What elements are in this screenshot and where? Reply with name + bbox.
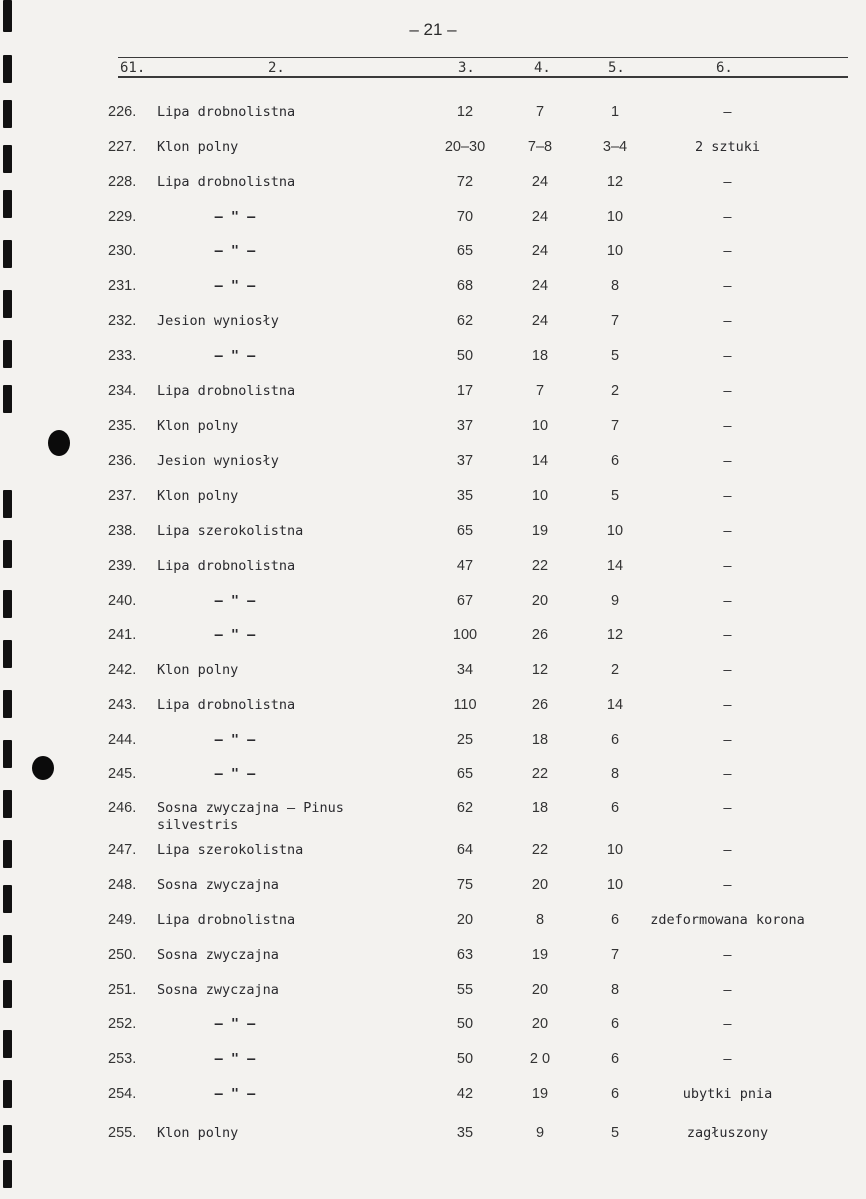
- row-number: 244.: [108, 732, 137, 748]
- column-3-value: 75: [456, 877, 474, 893]
- column-5-value: 7: [610, 418, 620, 434]
- column-5-value: 8: [610, 982, 620, 998]
- species-name: – " –: [214, 1051, 256, 1067]
- row-number: 252.: [108, 1016, 137, 1032]
- species-name: Jesion wyniosły: [157, 453, 279, 469]
- column-3-value: 50: [456, 348, 474, 364]
- row-number: 229.: [108, 209, 137, 225]
- binder-mark: [3, 340, 12, 368]
- binder-mark: [3, 240, 12, 268]
- column-5-value: 8: [610, 278, 620, 294]
- column-5-value: 8: [610, 766, 620, 782]
- column-3-value: 68: [456, 278, 474, 294]
- column-3-value: 65: [456, 766, 474, 782]
- column-3-value: 20–30: [444, 139, 486, 155]
- species-name: Sosna zwyczajna: [157, 947, 279, 963]
- column-4-value: 24: [531, 209, 549, 225]
- species-name: – " –: [214, 732, 256, 748]
- column-5-value: 3–4: [602, 139, 628, 155]
- species-name: Klon polny: [157, 488, 239, 504]
- row-number: 238.: [108, 523, 137, 539]
- column-5-value: 9: [610, 593, 620, 609]
- binder-mark: [3, 385, 12, 413]
- column-5-value: 6: [610, 912, 620, 928]
- column-3-value: 65: [456, 523, 474, 539]
- remarks: –: [723, 842, 732, 858]
- species-name: Lipa drobnolistna: [157, 912, 296, 928]
- remarks: –: [723, 418, 732, 434]
- remarks: zagłuszony: [686, 1125, 769, 1141]
- column-4-value: 19: [531, 947, 549, 963]
- column-5-value: 12: [606, 627, 624, 643]
- column-5-value: 10: [606, 523, 624, 539]
- species-name: Lipa drobnolistna: [157, 697, 296, 713]
- column-5-value: 14: [606, 558, 624, 574]
- remarks: –: [723, 627, 732, 643]
- species-name: Sosna zwyczajna: [157, 877, 279, 893]
- column-4-value: 20: [531, 877, 549, 893]
- binder-mark: [3, 490, 12, 518]
- header-rule-top: [118, 57, 848, 58]
- row-number: 243.: [108, 697, 137, 713]
- column-5-value: 10: [606, 842, 624, 858]
- row-number: 249.: [108, 912, 137, 928]
- row-number: 236.: [108, 453, 137, 469]
- column-3-value: 70: [456, 209, 474, 225]
- species-name: Lipa szerokolistna: [157, 523, 304, 539]
- binder-mark: [3, 1080, 12, 1108]
- column-3-value: 34: [456, 662, 474, 678]
- punch-hole: [32, 756, 54, 780]
- column-5-value: 6: [610, 1051, 620, 1067]
- remarks: –: [723, 313, 732, 329]
- column-5-value: 6: [610, 1016, 620, 1032]
- column-5-value: 6: [610, 732, 620, 748]
- column-5-value: 10: [606, 877, 624, 893]
- species-name: – " –: [214, 627, 256, 643]
- column-4-value: 26: [531, 697, 549, 713]
- column-4-value: 20: [531, 982, 549, 998]
- column-4-value: 20: [531, 1016, 549, 1032]
- remarks: –: [723, 488, 732, 504]
- binder-mark: [3, 290, 12, 318]
- column-3-value: 20: [456, 912, 474, 928]
- species-name: – " –: [214, 243, 256, 259]
- species-name: Klon polny: [157, 139, 239, 155]
- remarks: ubytki pnia: [682, 1086, 773, 1102]
- species-name: – " –: [214, 766, 256, 782]
- species-name: Lipa szerokolistna: [157, 842, 304, 858]
- column-4-value: 22: [531, 558, 549, 574]
- binder-mark: [3, 540, 12, 568]
- row-number: 241.: [108, 627, 137, 643]
- species-name: Lipa drobnolistna: [157, 174, 296, 190]
- binder-mark: [3, 1125, 12, 1153]
- column-3-value: 100: [452, 627, 478, 643]
- column-4-value: 20: [531, 593, 549, 609]
- column-4-value: 9: [535, 1125, 545, 1141]
- column-header-3: 3.: [458, 60, 475, 76]
- remarks: –: [723, 174, 732, 190]
- binder-mark: [3, 100, 12, 128]
- species-name: Lipa drobnolistna: [157, 558, 296, 574]
- row-number: 240.: [108, 593, 137, 609]
- species-name: Jesion wyniosły: [157, 313, 279, 329]
- row-number: 239.: [108, 558, 137, 574]
- binder-mark: [3, 145, 12, 173]
- binder-mark: [3, 640, 12, 668]
- species-name: Lipa drobnolistna: [157, 104, 296, 120]
- binder-mark: [3, 935, 12, 963]
- column-3-value: 64: [456, 842, 474, 858]
- remarks: –: [723, 1016, 732, 1032]
- column-4-value: 8: [535, 912, 545, 928]
- column-3-value: 35: [456, 488, 474, 504]
- column-4-value: 22: [531, 842, 549, 858]
- column-3-value: 110: [453, 697, 477, 713]
- remarks: –: [723, 800, 732, 816]
- binder-mark: [3, 1160, 12, 1188]
- column-3-value: 12: [456, 104, 474, 120]
- column-4-value: 12: [531, 662, 549, 678]
- column-5-value: 7: [610, 947, 620, 963]
- species-name: Sosna zwyczajna: [157, 982, 279, 998]
- remarks: zdeformowana korona: [650, 912, 805, 928]
- row-number: 228.: [108, 174, 137, 190]
- column-3-value: 50: [456, 1016, 474, 1032]
- column-4-value: 10: [531, 418, 549, 434]
- column-header-2: 2.: [268, 60, 285, 76]
- binder-mark: [3, 690, 12, 718]
- column-5-value: 7: [610, 313, 620, 329]
- column-5-value: 1: [610, 104, 620, 120]
- row-number: 253.: [108, 1051, 137, 1067]
- remarks: –: [723, 697, 732, 713]
- column-header-4: 4.: [534, 60, 551, 76]
- column-5-value: 5: [610, 348, 620, 364]
- page-number: – 21 –: [409, 20, 457, 39]
- remarks: –: [723, 523, 732, 539]
- binder-mark: [3, 1030, 12, 1058]
- column-4-value: 18: [531, 348, 549, 364]
- column-3-value: 65: [456, 243, 474, 259]
- column-5-value: 5: [610, 488, 620, 504]
- binder-mark: [3, 55, 12, 83]
- column-3-value: 47: [456, 558, 474, 574]
- row-number: 245.: [108, 766, 137, 782]
- remarks: –: [723, 243, 732, 259]
- binder-mark: [3, 740, 12, 768]
- column-header-1: 61.: [120, 60, 146, 76]
- column-5-value: 2: [610, 662, 620, 678]
- row-number: 226.: [108, 104, 137, 120]
- binder-mark: [3, 790, 12, 818]
- remarks: –: [723, 877, 732, 893]
- column-4-value: 24: [531, 313, 549, 329]
- remarks: –: [723, 732, 732, 748]
- remarks: –: [723, 1051, 732, 1067]
- column-5-value: 6: [610, 800, 620, 816]
- column-3-value: 37: [456, 418, 474, 434]
- column-4-value: 18: [531, 732, 549, 748]
- column-3-value: 62: [456, 313, 474, 329]
- binder-mark: [3, 840, 12, 868]
- species-name: Klon polny: [157, 1125, 239, 1141]
- column-3-value: 42: [456, 1086, 474, 1102]
- species-name: Klon polny: [157, 418, 239, 434]
- remarks: –: [723, 766, 732, 782]
- column-header-6: 6.: [716, 60, 733, 76]
- column-5-value: 10: [606, 243, 624, 259]
- row-number: 251.: [108, 982, 137, 998]
- column-3-value: 67: [456, 593, 474, 609]
- row-number: 250.: [108, 947, 137, 963]
- remarks: –: [723, 947, 732, 963]
- column-4-value: 7–8: [527, 139, 553, 155]
- column-3-value: 35: [456, 1125, 474, 1141]
- column-4-value: 24: [531, 278, 549, 294]
- remarks: –: [723, 453, 732, 469]
- column-4-value: 2 0: [529, 1051, 551, 1067]
- species-name: – " –: [214, 209, 256, 225]
- column-5-value: 6: [610, 453, 620, 469]
- row-number: 242.: [108, 662, 137, 678]
- column-4-value: 24: [531, 243, 549, 259]
- remarks: –: [723, 558, 732, 574]
- binder-mark: [3, 190, 12, 218]
- species-name: Sosna zwyczajna – Pinus silvestris: [157, 800, 344, 833]
- column-4-value: 18: [531, 800, 549, 816]
- remarks: –: [723, 209, 732, 225]
- column-3-value: 17: [456, 383, 474, 399]
- row-number: 247.: [108, 842, 137, 858]
- column-3-value: 63: [456, 947, 474, 963]
- column-4-value: 19: [531, 523, 549, 539]
- remarks: –: [723, 383, 732, 399]
- remarks: –: [723, 593, 732, 609]
- column-3-value: 37: [456, 453, 474, 469]
- column-4-value: 14: [531, 453, 549, 469]
- column-3-value: 62: [456, 800, 474, 816]
- column-4-value: 7: [535, 383, 545, 399]
- binder-mark: [3, 590, 12, 618]
- remarks: –: [723, 662, 732, 678]
- row-number: 233.: [108, 348, 137, 364]
- row-number: 246.: [108, 800, 137, 816]
- punch-hole: [48, 430, 70, 456]
- column-5-value: 12: [606, 174, 624, 190]
- column-3-value: 25: [456, 732, 474, 748]
- remarks: 2 sztuki: [694, 139, 761, 155]
- row-number: 254.: [108, 1086, 137, 1102]
- column-4-value: 19: [531, 1086, 549, 1102]
- row-number: 230.: [108, 243, 137, 259]
- species-name: Klon polny: [157, 662, 239, 678]
- species-name: – " –: [214, 1086, 256, 1102]
- row-number: 237.: [108, 488, 137, 504]
- column-4-value: 24: [531, 174, 549, 190]
- remarks: –: [723, 278, 732, 294]
- column-4-value: 26: [531, 627, 549, 643]
- remarks: –: [723, 104, 732, 120]
- row-number: 255.: [108, 1125, 137, 1141]
- column-5-value: 5: [610, 1125, 620, 1141]
- row-number: 231.: [108, 278, 137, 294]
- species-name: – " –: [214, 593, 256, 609]
- species-name: Lipa drobnolistna: [157, 383, 296, 399]
- row-number: 235.: [108, 418, 137, 434]
- species-name: – " –: [214, 348, 256, 364]
- species-name: – " –: [214, 1016, 256, 1032]
- row-number: 232.: [108, 313, 137, 329]
- column-3-value: 55: [456, 982, 474, 998]
- species-name: – " –: [214, 278, 256, 294]
- binder-mark: [3, 885, 12, 913]
- column-5-value: 10: [606, 209, 624, 225]
- column-5-value: 6: [610, 1086, 620, 1102]
- column-5-value: 14: [606, 697, 624, 713]
- row-number: 227.: [108, 139, 137, 155]
- header-rule-bottom: [118, 76, 848, 78]
- binder-mark: [3, 980, 12, 1008]
- column-5-value: 2: [610, 383, 620, 399]
- column-header-5: 5.: [608, 60, 625, 76]
- column-4-value: 7: [535, 104, 545, 120]
- remarks: –: [723, 982, 732, 998]
- column-4-value: 22: [531, 766, 549, 782]
- column-3-value: 72: [456, 174, 474, 190]
- column-3-value: 50: [456, 1051, 474, 1067]
- row-number: 248.: [108, 877, 137, 893]
- remarks: –: [723, 348, 732, 364]
- row-number: 234.: [108, 383, 137, 399]
- column-4-value: 10: [531, 488, 549, 504]
